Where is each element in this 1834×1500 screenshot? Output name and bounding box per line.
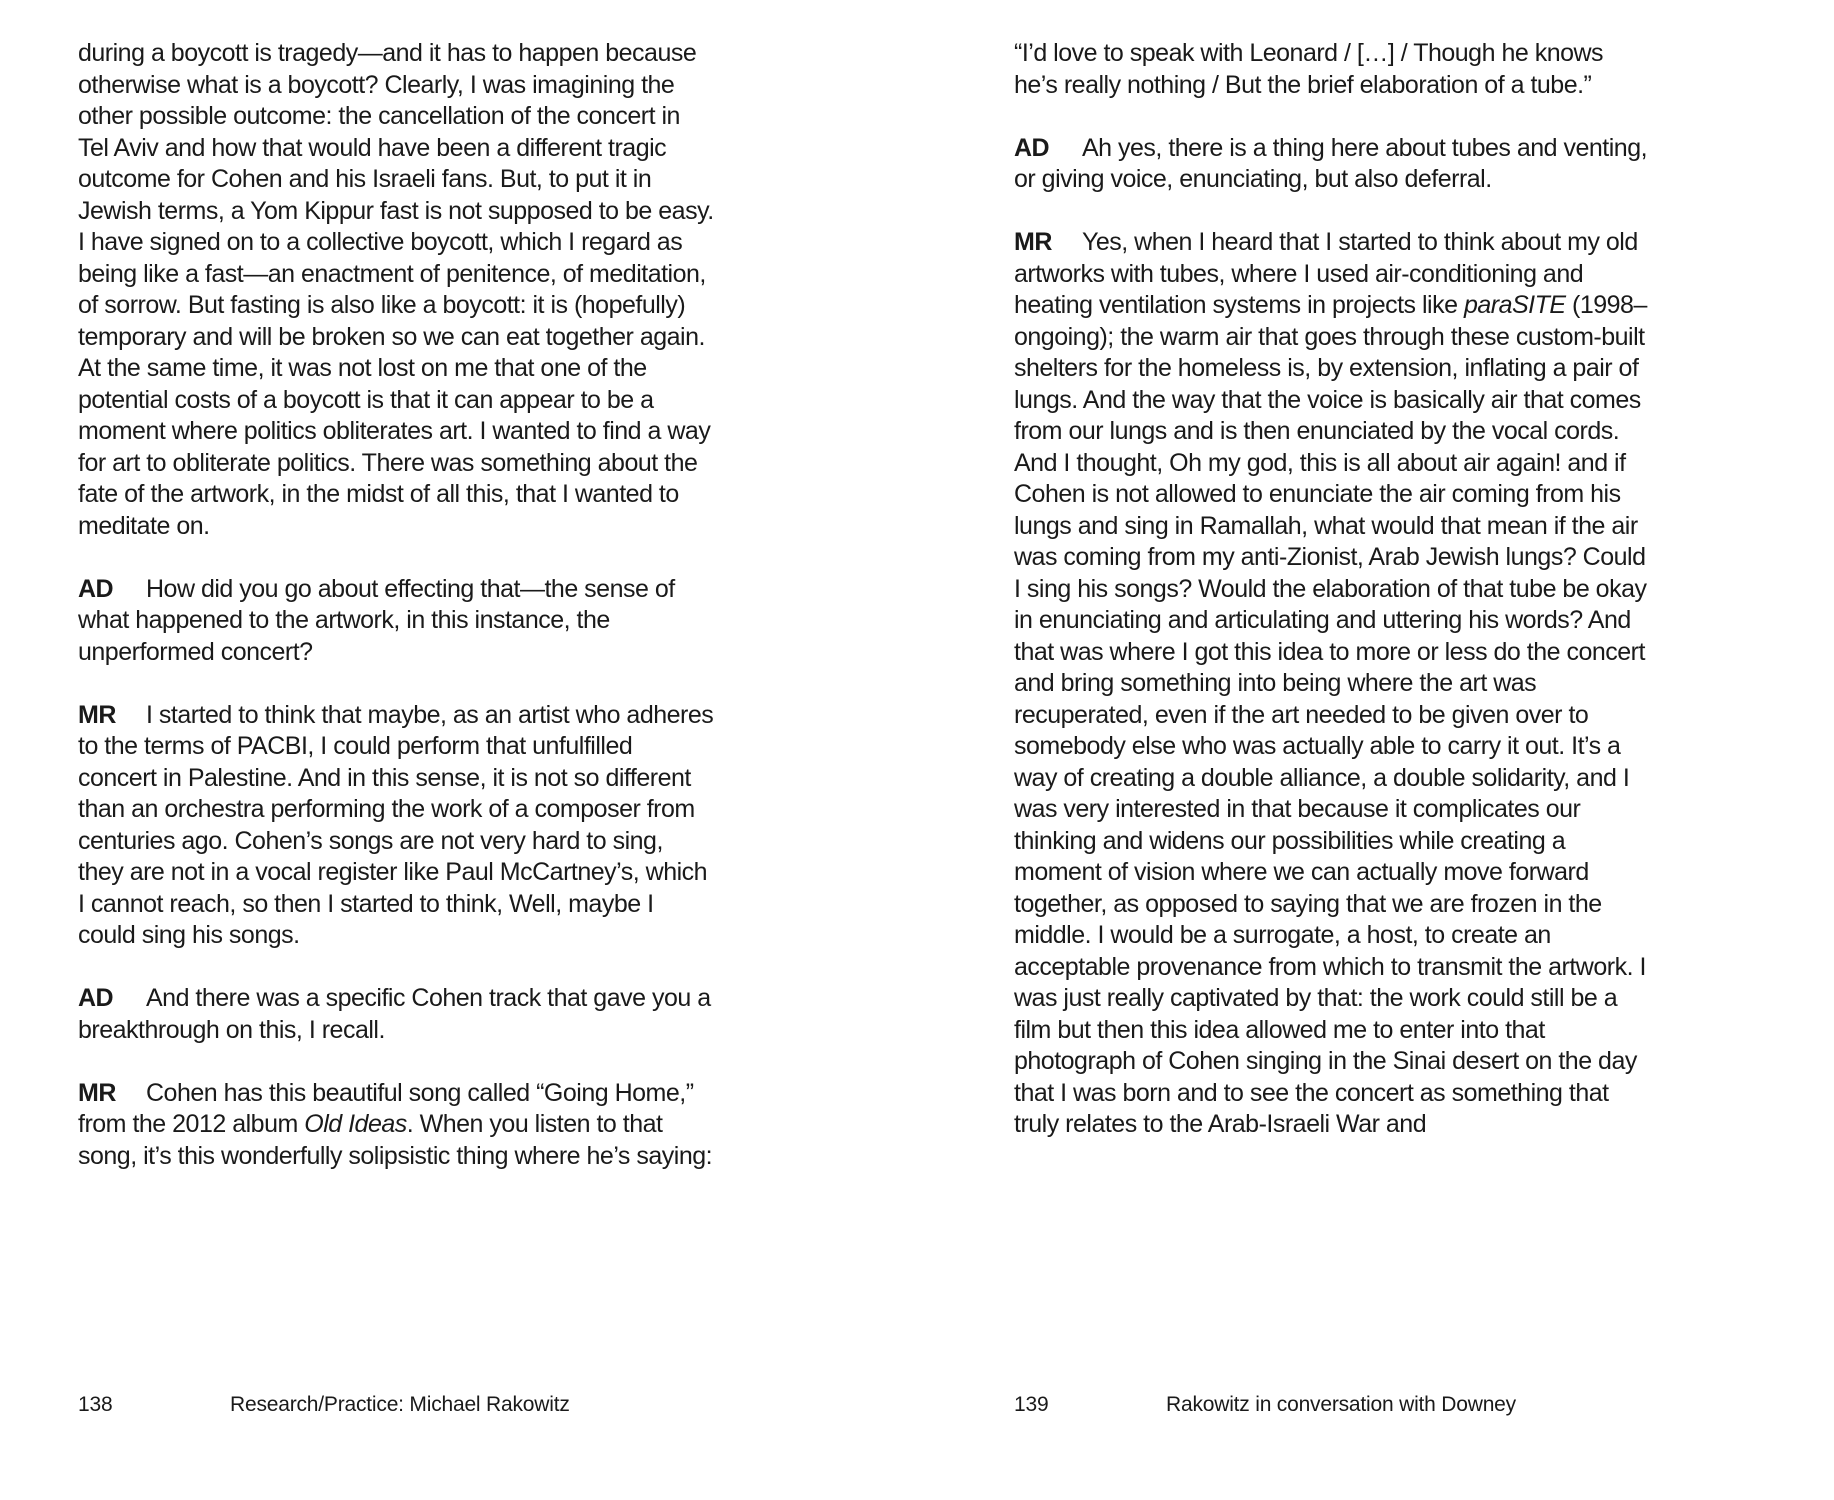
right-footer-title: Rakowitz in conversation with Downey (1166, 1393, 1516, 1416)
speaker-label: AD (1014, 133, 1050, 162)
text-segment: How did you go about effecting that—the sense of what happened to the artwork, in this instance, the unperformed concert? (78, 574, 675, 666)
paragraph (78, 700, 714, 952)
text-segment: . When you listen to that song, it’s this wonderfully solipsistic thing where he’s saying: (78, 1110, 713, 1170)
left-page-footer (78, 1392, 570, 1418)
paragraph (78, 574, 714, 669)
speaker-label: MR (78, 700, 116, 729)
right-page-footer (1014, 1392, 1516, 1418)
left-page-text-column (78, 38, 714, 1172)
text-segment: And there was a specific Cohen track that gave you a breakthrough on this, I recall. (78, 984, 711, 1044)
paragraph (78, 1078, 714, 1173)
text-segment: Cohen has this beautiful song called “Going Home,” from the 2012 album (78, 1078, 694, 1138)
italic-text-segment: paraSITE (1463, 291, 1566, 319)
text-segment: during a boycott is tragedy—and it has to happen because otherwise what is a boycott? Clearly, I was imagining the other possible outcome: the cancellation of the concert in Tel Aviv and how that would have been a different tragic outcome for Cohen and his Israeli fans. But, to put it in Jewish terms, a Yom Kippur fast is not supposed to be easy. I have signed on to a collective boycott, which I regard as being like a fast—an enactment of penitence, of meditation, of sorrow. But fasting is also like a boycott: it is (hopefully) temporary and will be broken so we can eat together again. At the same time, it was not lost on me that one of the potential costs of a boycott is that it can appear to be a moment where politics obliterates art. I wanted to find a way for art to obliterate politics. There was something about the fate of the artwork, in the midst of all this, that I wanted to meditate on. (78, 39, 714, 540)
right-page-number: 139 (1014, 1393, 1049, 1416)
paragraph (1014, 227, 1650, 1141)
paragraph (78, 38, 714, 542)
text-segment: “I’d love to speak with Leonard / […] / Though he knows he’s really nothing / But the brief elaboration of a tube.” (1014, 39, 1604, 99)
text-segment: I started to think that maybe, as an artist who adheres to the terms of PACBI, I could perform that unfulfilled concert in Palestine. And in this sense, it is not so different than an orchestra performing the work of a composer from centuries ago. Cohen’s songs are not very hard to sing, they are not in a vocal register like Paul McCartney’s, which I cannot reach, so then I started to think, Well, maybe I could sing his songs. (78, 700, 714, 949)
text-segment: Yes, when I heard that I started to think about my old artworks with tubes, where I used air-conditioning and heating ventilation systems in projects like (1014, 228, 1638, 319)
speaker-label: MR (78, 1078, 116, 1107)
speaker-label: MR (1014, 228, 1052, 256)
italic-text-segment: Old Ideas (304, 1110, 407, 1138)
right-page-text-column (1014, 38, 1650, 1141)
speaker-label: AD (78, 984, 114, 1012)
paragraph (78, 983, 714, 1046)
paragraph (1014, 133, 1650, 196)
paragraph (1014, 38, 1650, 101)
text-segment: (1998–ongoing); the warm air that goes through these custom-built shelters for the homeless is, by extension, inflating a pair of lungs. And the way that the voice is basically air that comes from our lungs and is then enunciated by the vocal cords. And I thought, Oh my god, this is all about air again! and if Cohen is not allowed to enunciate the air coming from his lungs and sing in Ramallah, what would that mean if the air was coming from my anti-Zionist, Arab Jewish lungs? Could I sing his songs? Would the elaboration of that tube be okay in enunciating and articulating and uttering his words? And that was where I got this idea to more or less do the concert and bring something into being where the art was recuperated, even if the art needed to be given over to somebody else who was actually able to carry it out. It’s a way of creating a double alliance, a double solidarity, and I was very interested in that because it complicates our thinking and widens our possibilities while creating a moment of vision where we can actually move forward together, as opposed to saying that we are frozen in the middle. I would be a surrogate, a host, to create an acceptable provenance from which to transmit the artwork. I was just really captivated by that: the work could still be a film but then this idea allowed me to enter into that photograph of Cohen singing in the Sinai desert on the day that I was born and to see the concert as something that truly relates to the Arab-Israeli War and (1014, 291, 1647, 1138)
text-segment: Ah yes, there is a thing here about tubes and venting, or giving voice, enunciating, but also deferral. (1014, 133, 1648, 193)
speaker-label: AD (78, 574, 114, 603)
left-page-number: 138 (78, 1393, 113, 1416)
left-footer-title: Research/Practice: Michael Rakowitz (230, 1393, 570, 1416)
